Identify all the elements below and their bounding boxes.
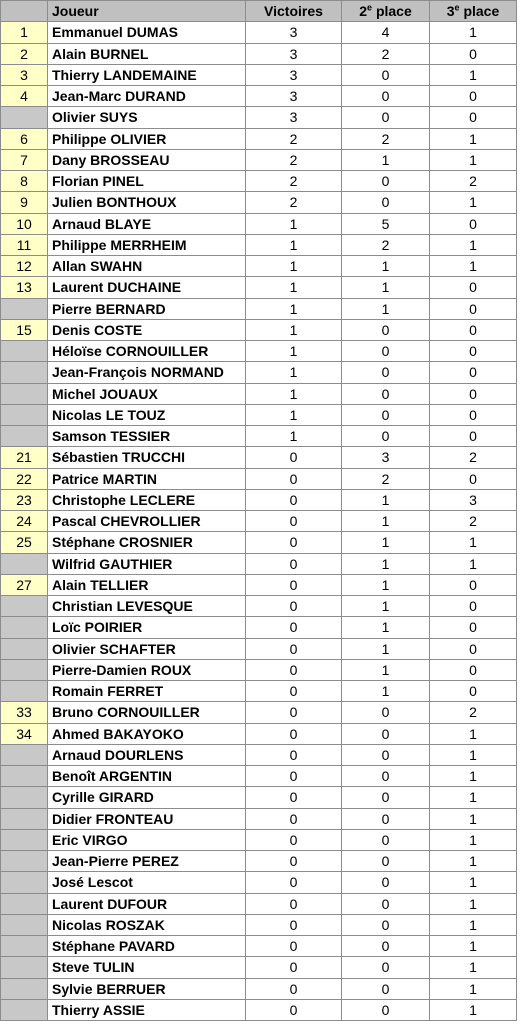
second-place-cell: 0 [342,872,430,893]
wins-cell: 0 [246,999,342,1020]
wins-cell: 0 [246,681,342,702]
third-place-cell: 2 [430,171,517,192]
third-place-cell: 0 [430,638,517,659]
third-place-cell: 0 [430,617,517,638]
table-row [1,149,517,170]
third-place-cell: 0 [430,319,517,340]
second-place-cell: 0 [342,192,430,213]
table-row [1,298,517,319]
player-name-cell: Jean-François NORMAND [48,362,246,383]
wins-cell: 0 [246,978,342,999]
player-name-cell: Jean-Pierre PEREZ [48,851,246,872]
wins-cell: 0 [246,914,342,935]
table-row [1,404,517,425]
table-row [1,319,517,340]
table-row [1,596,517,617]
player-name-cell: Jean-Marc DURAND [48,86,246,107]
rank-cell: 2 [1,43,48,64]
player-name-cell: José Lescot [48,872,246,893]
third-place-cell: 1 [430,234,517,255]
third-place-cell: 1 [430,149,517,170]
player-name-cell: Denis COSTE [48,319,246,340]
player-name-cell: Patrice MARTIN [48,468,246,489]
second-place-cell: 0 [342,787,430,808]
third-place-cell: 0 [430,596,517,617]
rank-cell [1,659,48,680]
table-row [1,829,517,850]
table-row [1,43,517,64]
rank-cell [1,914,48,935]
rank-cell: 8 [1,171,48,192]
table-row [1,86,517,107]
second-place-cell: 1 [342,149,430,170]
table-row [1,128,517,149]
table-row [1,702,517,723]
second-place-cell: 0 [342,404,430,425]
third-place-cell: 1 [430,64,517,85]
header-third-word: place [463,3,500,20]
player-name-cell: Didier FRONTEAU [48,808,246,829]
player-name-cell: Arnaud BLAYE [48,213,246,234]
rank-cell [1,341,48,362]
third-place-cell: 1 [430,256,517,277]
player-name-cell: Romain FERRET [48,681,246,702]
third-place-cell: 1 [430,744,517,765]
third-place-cell: 0 [430,277,517,298]
rank-cell: 25 [1,532,48,553]
table-row [1,766,517,787]
third-place-cell: 1 [430,851,517,872]
table-row [1,744,517,765]
wins-cell: 0 [246,766,342,787]
player-name-cell: Allan SWAHN [48,256,246,277]
wins-cell: 0 [246,553,342,574]
third-place-cell: 1 [430,872,517,893]
wins-cell: 0 [246,787,342,808]
second-place-cell: 1 [342,553,430,574]
second-place-cell: 0 [342,936,430,957]
player-name-cell: Nicolas ROSZAK [48,914,246,935]
third-place-cell: 1 [430,723,517,744]
third-place-cell: 0 [430,468,517,489]
table-row [1,192,517,213]
wins-cell: 1 [246,256,342,277]
table-row [1,341,517,362]
player-name-cell: Pierre-Damien ROUX [48,659,246,680]
rank-cell [1,829,48,850]
rank-cell [1,787,48,808]
header-second-superscript: e [367,2,373,13]
wins-cell: 0 [246,489,342,510]
table-row [1,64,517,85]
header-wins: Victoires [246,1,342,22]
table-row [1,447,517,468]
table-row [1,489,517,510]
player-name-cell: Arnaud DOURLENS [48,744,246,765]
third-place-cell: 3 [430,489,517,510]
wins-cell: 0 [246,744,342,765]
wins-cell: 0 [246,936,342,957]
third-place-cell: 0 [430,107,517,128]
second-place-cell: 1 [342,659,430,680]
rank-cell: 12 [1,256,48,277]
wins-cell: 2 [246,192,342,213]
table-row [1,511,517,532]
player-name-cell: Philippe OLIVIER [48,128,246,149]
rank-cell [1,638,48,659]
second-place-cell: 0 [342,957,430,978]
header-third-superscript: e [454,2,460,13]
header-third-number: 3 [446,3,455,20]
second-place-cell: 0 [342,808,430,829]
table-row [1,808,517,829]
third-place-cell: 1 [430,936,517,957]
second-place-cell: 2 [342,43,430,64]
wins-cell: 1 [246,404,342,425]
player-name-cell: Julien BONTHOUX [48,192,246,213]
player-name-cell: Stéphane CROSNIER [48,532,246,553]
player-name-cell: Pascal CHEVROLLIER [48,511,246,532]
rank-cell [1,553,48,574]
player-name-cell: Nicolas LE TOUZ [48,404,246,425]
player-name-cell: Thierry LANDEMAINE [48,64,246,85]
header-rank [1,1,48,22]
table-row [1,681,517,702]
header-second-place [342,1,430,22]
player-name-cell: Pierre BERNARD [48,298,246,319]
player-name-cell: Ahmed BAKAYOKO [48,723,246,744]
second-place-cell: 0 [342,829,430,850]
rank-cell [1,936,48,957]
table-row [1,171,517,192]
table-row [1,999,517,1020]
second-place-cell: 4 [342,22,430,43]
player-name-cell: Steve TULIN [48,957,246,978]
wins-cell: 1 [246,341,342,362]
rank-cell: 27 [1,574,48,595]
wins-cell: 0 [246,447,342,468]
wins-cell: 0 [246,638,342,659]
third-place-cell: 1 [430,893,517,914]
rank-cell [1,851,48,872]
player-name-cell: Stéphane PAVARD [48,936,246,957]
third-place-cell: 1 [430,553,517,574]
player-name-cell: Eric VIRGO [48,829,246,850]
rank-cell [1,383,48,404]
second-place-cell: 1 [342,617,430,638]
table-row [1,617,517,638]
wins-cell: 2 [246,149,342,170]
table-row [1,957,517,978]
second-place-cell: 1 [342,256,430,277]
player-name-cell: Christian LEVESQUE [48,596,246,617]
wins-cell: 1 [246,213,342,234]
third-place-cell: 1 [430,829,517,850]
player-name-cell: Michel JOUAUX [48,383,246,404]
player-name-cell: Thierry ASSIE [48,999,246,1020]
rank-cell: 33 [1,702,48,723]
table-row [1,22,517,43]
table-row [1,638,517,659]
second-place-cell: 0 [342,426,430,447]
table-row [1,234,517,255]
wins-cell: 0 [246,829,342,850]
second-place-cell: 3 [342,447,430,468]
wins-cell: 0 [246,702,342,723]
wins-cell: 3 [246,43,342,64]
wins-cell: 3 [246,86,342,107]
table-row [1,277,517,298]
second-place-cell: 0 [342,723,430,744]
rank-cell [1,978,48,999]
rank-cell: 9 [1,192,48,213]
wins-cell: 1 [246,319,342,340]
rank-cell [1,957,48,978]
rank-cell: 13 [1,277,48,298]
player-name-cell: Sylvie BERRUER [48,978,246,999]
rank-cell: 1 [1,22,48,43]
wins-cell: 1 [246,277,342,298]
second-place-cell: 0 [342,744,430,765]
player-name-cell: Laurent DUCHAINE [48,277,246,298]
wins-cell: 0 [246,468,342,489]
second-place-cell: 1 [342,574,430,595]
second-place-cell: 1 [342,681,430,702]
second-place-cell: 2 [342,128,430,149]
table-body [1,22,517,1021]
third-place-cell: 1 [430,128,517,149]
rank-cell [1,298,48,319]
rank-cell [1,872,48,893]
third-place-cell: 0 [430,574,517,595]
header-row [1,1,517,22]
third-place-cell: 2 [430,511,517,532]
second-place-cell: 0 [342,319,430,340]
table-row [1,468,517,489]
second-place-cell: 0 [342,893,430,914]
second-place-cell: 0 [342,999,430,1020]
third-place-cell: 1 [430,787,517,808]
rank-cell: 4 [1,86,48,107]
third-place-cell: 0 [430,298,517,319]
wins-cell: 2 [246,128,342,149]
third-place-cell: 0 [430,404,517,425]
second-place-cell: 0 [342,383,430,404]
wins-cell: 0 [246,596,342,617]
player-name-cell: Philippe MERRHEIM [48,234,246,255]
third-place-cell: 1 [430,978,517,999]
third-place-cell: 0 [430,213,517,234]
rank-cell [1,744,48,765]
third-place-cell: 1 [430,192,517,213]
second-place-cell: 0 [342,341,430,362]
wins-cell: 0 [246,808,342,829]
table-row [1,574,517,595]
second-place-cell: 0 [342,851,430,872]
table-row [1,107,517,128]
rank-cell [1,362,48,383]
rank-cell: 6 [1,128,48,149]
wins-cell: 0 [246,872,342,893]
header-player: Joueur [48,1,246,22]
rank-cell [1,808,48,829]
third-place-cell: 1 [430,532,517,553]
wins-cell: 0 [246,617,342,638]
table-row [1,659,517,680]
second-place-cell: 2 [342,234,430,255]
wins-cell: 3 [246,107,342,128]
rank-cell [1,681,48,702]
second-place-cell: 1 [342,298,430,319]
rank-cell: 34 [1,723,48,744]
player-name-cell: Alain BURNEL [48,43,246,64]
table-row [1,893,517,914]
second-place-cell: 5 [342,213,430,234]
second-place-cell: 2 [342,468,430,489]
wins-cell: 0 [246,532,342,553]
second-place-cell: 0 [342,362,430,383]
rank-cell [1,617,48,638]
table-row [1,851,517,872]
player-name-cell: Cyrille GIRARD [48,787,246,808]
player-name-cell: Olivier SCHAFTER [48,638,246,659]
player-name-cell: Florian PINEL [48,171,246,192]
second-place-cell: 1 [342,511,430,532]
table-row [1,532,517,553]
third-place-cell: 1 [430,957,517,978]
rank-cell [1,596,48,617]
second-place-cell: 0 [342,978,430,999]
second-place-cell: 1 [342,489,430,510]
table-row [1,872,517,893]
third-place-cell: 0 [430,362,517,383]
third-place-cell: 1 [430,766,517,787]
third-place-cell: 0 [430,43,517,64]
rank-cell: 3 [1,64,48,85]
third-place-cell: 1 [430,22,517,43]
third-place-cell: 1 [430,999,517,1020]
wins-cell: 3 [246,64,342,85]
third-place-cell: 0 [430,86,517,107]
rank-cell: 11 [1,234,48,255]
rank-cell [1,999,48,1020]
second-place-cell: 0 [342,86,430,107]
player-name-cell: Bruno CORNOUILLER [48,702,246,723]
second-place-cell: 1 [342,277,430,298]
table-row [1,723,517,744]
wins-cell: 0 [246,659,342,680]
wins-cell: 1 [246,383,342,404]
table-row [1,978,517,999]
header-third-place [430,1,517,22]
rank-cell: 22 [1,468,48,489]
player-name-cell: Wilfrid GAUTHIER [48,553,246,574]
table-row [1,383,517,404]
table-header [1,1,517,22]
player-name-cell: Olivier SUYS [48,107,246,128]
second-place-cell: 1 [342,532,430,553]
third-place-cell: 2 [430,702,517,723]
second-place-cell: 1 [342,638,430,659]
second-place-cell: 0 [342,914,430,935]
rank-cell: 24 [1,511,48,532]
third-place-cell: 2 [430,447,517,468]
wins-cell: 1 [246,426,342,447]
table-row [1,914,517,935]
player-name-cell: Christophe LECLERE [48,489,246,510]
wins-cell: 2 [246,171,342,192]
rank-cell [1,404,48,425]
third-place-cell: 1 [430,808,517,829]
player-name-cell: Samson TESSIER [48,426,246,447]
rank-cell [1,766,48,787]
rank-cell [1,893,48,914]
second-place-cell: 0 [342,107,430,128]
rank-cell: 10 [1,213,48,234]
second-place-cell: 0 [342,766,430,787]
player-name-cell: Dany BROSSEAU [48,149,246,170]
header-second-number: 2 [359,3,368,20]
third-place-cell: 0 [430,341,517,362]
table-row [1,213,517,234]
player-name-cell: Sébastien TRUCCHI [48,447,246,468]
rank-cell: 23 [1,489,48,510]
player-name-cell: Benoît ARGENTIN [48,766,246,787]
rank-cell: 15 [1,319,48,340]
second-place-cell: 1 [342,596,430,617]
rank-cell [1,107,48,128]
player-name-cell: Héloïse CORNOUILLER [48,341,246,362]
rank-cell [1,426,48,447]
third-place-cell: 1 [430,914,517,935]
wins-cell: 0 [246,511,342,532]
wins-cell: 0 [246,893,342,914]
third-place-cell: 0 [430,681,517,702]
table-row [1,936,517,957]
header-second-word: place [375,3,412,20]
wins-cell: 0 [246,957,342,978]
table-row [1,426,517,447]
table-row [1,362,517,383]
table-row [1,787,517,808]
third-place-cell: 0 [430,383,517,404]
third-place-cell: 0 [430,659,517,680]
player-name-cell: Alain TELLIER [48,574,246,595]
rank-cell: 7 [1,149,48,170]
wins-cell: 0 [246,723,342,744]
second-place-cell: 0 [342,171,430,192]
player-name-cell: Laurent DUFOUR [48,893,246,914]
table-row [1,553,517,574]
player-name-cell: Loïc POIRIER [48,617,246,638]
player-name-cell: Emmanuel DUMAS [48,22,246,43]
wins-cell: 0 [246,574,342,595]
second-place-cell: 0 [342,702,430,723]
wins-cell: 3 [246,22,342,43]
third-place-cell: 0 [430,426,517,447]
table-row [1,256,517,277]
second-place-cell: 0 [342,64,430,85]
wins-cell: 1 [246,362,342,383]
wins-cell: 0 [246,851,342,872]
wins-cell: 1 [246,234,342,255]
wins-cell: 1 [246,298,342,319]
rank-cell: 21 [1,447,48,468]
